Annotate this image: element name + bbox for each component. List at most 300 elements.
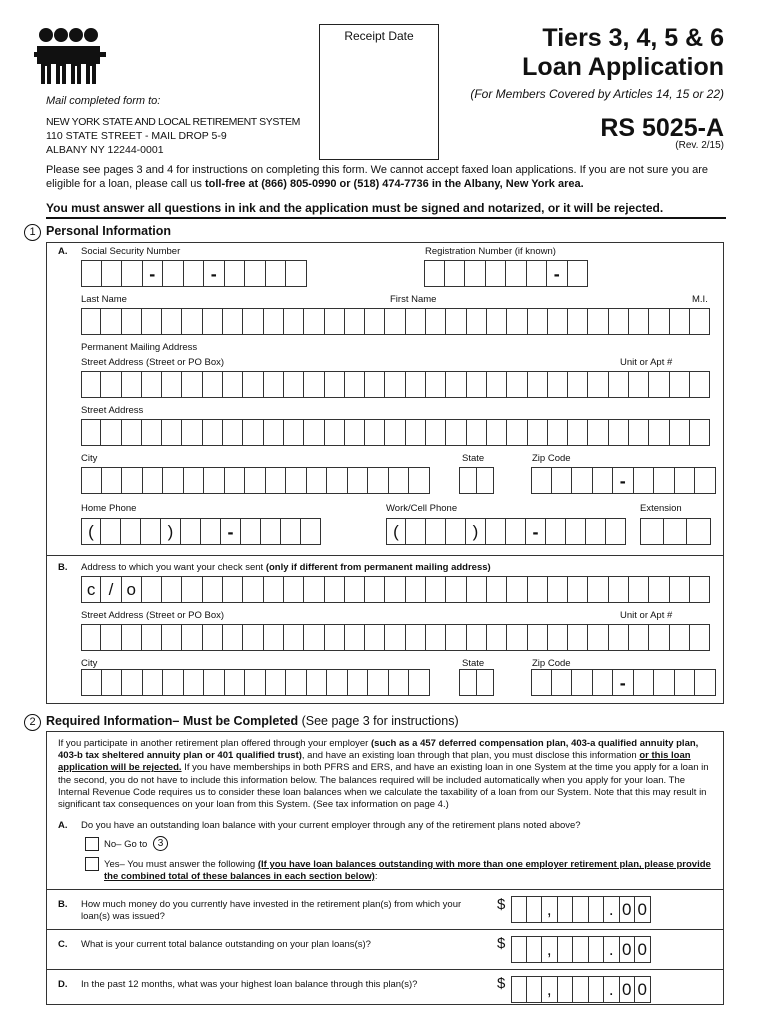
input-cell[interactable]: . [604,936,620,963]
input-cell[interactable]: 0 [620,976,636,1003]
check-state-input[interactable] [459,669,494,696]
input-cell[interactable] [424,260,445,287]
input-cell[interactable] [163,467,184,494]
input-cell[interactable] [593,669,614,696]
input-cell[interactable] [325,308,345,335]
input-cell[interactable] [695,467,716,494]
input-cell[interactable] [528,576,548,603]
input-cell[interactable] [101,518,121,545]
input-cell[interactable]: o [122,576,142,603]
input-cell[interactable] [588,371,608,398]
input-cell[interactable] [304,371,324,398]
input-cell[interactable] [409,669,430,696]
input-cell[interactable] [243,624,263,651]
input-cell[interactable] [609,419,629,446]
input-cell[interactable] [640,518,664,545]
input-cell[interactable] [385,419,405,446]
input-cell[interactable] [182,308,202,335]
input-cell[interactable] [184,467,205,494]
input-cell[interactable]: , [542,936,558,963]
input-cell[interactable] [245,669,266,696]
input-cell[interactable] [459,467,477,494]
input-cell[interactable] [162,371,182,398]
input-cell[interactable] [163,669,184,696]
input-cell[interactable] [223,371,243,398]
input-cell[interactable] [345,308,365,335]
input-cell[interactable] [548,371,568,398]
input-cell[interactable] [552,467,573,494]
input-cell[interactable] [327,467,348,494]
input-cell[interactable] [609,371,629,398]
input-cell[interactable] [548,308,568,335]
input-cell[interactable]: . [604,896,620,923]
input-cell[interactable] [507,371,527,398]
input-cell[interactable] [546,518,566,545]
no-checkbox[interactable] [85,837,99,851]
input-cell[interactable] [445,260,466,287]
check-street-input[interactable] [81,624,710,651]
input-cell[interactable] [385,308,405,335]
input-cell[interactable] [446,518,466,545]
input-cell[interactable] [446,624,466,651]
input-cell[interactable] [284,576,304,603]
input-cell[interactable] [477,669,495,696]
input-cell[interactable] [629,624,649,651]
city-input[interactable] [81,467,430,494]
input-cell[interactable] [223,624,243,651]
input-cell[interactable] [695,669,716,696]
input-cell[interactable] [81,371,101,398]
input-cell[interactable] [467,308,487,335]
input-cell[interactable] [307,467,328,494]
input-cell[interactable] [406,308,426,335]
input-cell[interactable] [284,624,304,651]
input-cell[interactable] [465,260,486,287]
input-cell[interactable] [511,896,527,923]
input-cell[interactable] [225,260,246,287]
input-cell[interactable] [507,576,527,603]
input-cell[interactable] [670,576,690,603]
input-cell[interactable] [385,371,405,398]
input-cell[interactable] [101,308,121,335]
input-cell[interactable] [365,419,385,446]
input-cell[interactable] [143,669,164,696]
input-cell[interactable] [304,419,324,446]
input-cell[interactable] [649,624,669,651]
input-cell[interactable] [558,896,574,923]
input-cell[interactable] [649,419,669,446]
input-cell[interactable] [102,669,123,696]
input-cell[interactable] [204,669,225,696]
input-cell[interactable] [142,624,162,651]
input-cell[interactable] [568,371,588,398]
input-cell[interactable] [654,467,675,494]
input-cell[interactable] [446,308,466,335]
input-cell[interactable]: ( [81,518,101,545]
input-cell[interactable] [225,669,246,696]
input-cell[interactable]: . [604,976,620,1003]
name-input[interactable] [81,308,710,335]
input-cell[interactable] [286,467,307,494]
input-cell[interactable] [203,308,223,335]
input-cell[interactable] [589,936,605,963]
check-address-input[interactable] [81,576,710,603]
input-cell[interactable] [406,371,426,398]
input-cell[interactable] [181,518,201,545]
highest-amount-input[interactable] [511,976,651,1003]
input-cell[interactable] [426,624,446,651]
input-cell[interactable] [281,518,301,545]
input-cell[interactable] [467,371,487,398]
input-cell[interactable] [426,576,446,603]
input-cell[interactable] [345,371,365,398]
input-cell[interactable] [609,624,629,651]
input-cell[interactable] [634,669,655,696]
input-cell[interactable] [142,371,162,398]
input-cell[interactable] [477,467,495,494]
input-cell[interactable] [606,518,626,545]
input-cell[interactable] [527,896,543,923]
input-cell[interactable] [531,669,552,696]
input-cell[interactable]: - [204,260,225,287]
input-cell[interactable] [670,624,690,651]
input-cell[interactable] [365,371,385,398]
input-cell[interactable] [365,576,385,603]
input-cell[interactable] [81,624,101,651]
input-cell[interactable]: - [143,260,164,287]
input-cell[interactable]: ) [466,518,486,545]
input-cell[interactable] [586,518,606,545]
input-cell[interactable] [101,624,121,651]
input-cell[interactable]: c [81,576,101,603]
input-cell[interactable] [264,371,284,398]
input-cell[interactable] [348,669,369,696]
input-cell[interactable] [223,576,243,603]
input-cell[interactable] [121,518,141,545]
input-cell[interactable] [266,467,287,494]
input-cell[interactable] [325,371,345,398]
input-cell[interactable]: 0 [620,896,636,923]
input-cell[interactable] [368,669,389,696]
input-cell[interactable] [102,467,123,494]
input-cell[interactable]: 0 [620,936,636,963]
input-cell[interactable] [548,576,568,603]
input-cell[interactable] [649,576,669,603]
input-cell[interactable] [548,419,568,446]
input-cell[interactable] [327,669,348,696]
input-cell[interactable] [528,419,548,446]
input-cell[interactable] [203,371,223,398]
input-cell[interactable] [573,896,589,923]
input-cell[interactable] [204,467,225,494]
input-cell[interactable] [307,669,328,696]
balance-amount-input[interactable] [511,936,651,963]
input-cell[interactable] [609,576,629,603]
extension-input[interactable] [640,518,711,545]
input-cell[interactable] [102,260,123,287]
input-cell[interactable] [446,371,466,398]
input-cell[interactable] [507,419,527,446]
input-cell[interactable] [182,576,202,603]
input-cell[interactable] [690,419,710,446]
input-cell[interactable] [670,371,690,398]
input-cell[interactable] [304,308,324,335]
input-cell[interactable] [459,669,477,696]
check-city-input[interactable] [81,669,430,696]
input-cell[interactable] [548,624,568,651]
input-cell[interactable]: - [613,467,634,494]
input-cell[interactable] [243,419,263,446]
input-cell[interactable] [368,467,389,494]
input-cell[interactable] [81,669,102,696]
input-cell[interactable] [243,308,263,335]
input-cell[interactable] [664,518,688,545]
input-cell[interactable] [389,467,410,494]
street-address-input[interactable] [81,371,710,398]
input-cell[interactable]: ) [161,518,181,545]
input-cell[interactable] [629,308,649,335]
input-cell[interactable] [81,467,102,494]
input-cell[interactable] [528,371,548,398]
input-cell[interactable] [528,308,548,335]
input-cell[interactable] [122,624,142,651]
input-cell[interactable] [506,518,526,545]
input-cell[interactable] [261,518,281,545]
input-cell[interactable] [385,576,405,603]
input-cell[interactable] [511,976,527,1003]
input-cell[interactable] [266,260,287,287]
input-cell[interactable] [345,576,365,603]
input-cell[interactable] [558,936,574,963]
input-cell[interactable]: , [542,896,558,923]
input-cell[interactable] [101,371,121,398]
input-cell[interactable] [81,419,101,446]
check-zip-input[interactable] [531,669,716,696]
input-cell[interactable] [609,308,629,335]
input-cell[interactable] [162,419,182,446]
input-cell[interactable]: - [221,518,241,545]
input-cell[interactable] [182,624,202,651]
input-cell[interactable] [649,308,669,335]
input-cell[interactable] [201,518,221,545]
input-cell[interactable] [531,467,552,494]
input-cell[interactable]: / [101,576,121,603]
input-cell[interactable] [589,976,605,1003]
input-cell[interactable] [552,669,573,696]
input-cell[interactable] [122,419,142,446]
input-cell[interactable] [629,371,649,398]
input-cell[interactable] [634,467,655,494]
input-cell[interactable] [301,518,321,545]
input-cell[interactable] [162,624,182,651]
input-cell[interactable] [426,518,446,545]
input-cell[interactable] [467,576,487,603]
input-cell[interactable] [245,467,266,494]
input-cell[interactable] [245,260,266,287]
input-cell[interactable] [142,308,162,335]
input-cell[interactable] [406,624,426,651]
input-cell[interactable] [203,576,223,603]
input-cell[interactable] [223,419,243,446]
input-cell[interactable] [588,624,608,651]
input-cell[interactable] [588,576,608,603]
input-cell[interactable]: - [613,669,634,696]
input-cell[interactable] [589,896,605,923]
input-cell[interactable] [266,669,287,696]
input-cell[interactable] [142,576,162,603]
input-cell[interactable] [506,260,527,287]
input-cell[interactable] [654,669,675,696]
input-cell[interactable] [225,467,246,494]
input-cell[interactable] [304,624,324,651]
input-cell[interactable] [385,624,405,651]
input-cell[interactable] [568,419,588,446]
input-cell[interactable] [572,669,593,696]
yes-checkbox[interactable] [85,857,99,871]
input-cell[interactable]: - [526,518,546,545]
input-cell[interactable]: 0 [635,936,651,963]
input-cell[interactable] [365,624,385,651]
input-cell[interactable] [223,308,243,335]
input-cell[interactable] [142,419,162,446]
ssn-input[interactable] [81,260,307,287]
input-cell[interactable] [203,624,223,651]
input-cell[interactable] [284,371,304,398]
input-cell[interactable] [184,260,205,287]
input-cell[interactable] [528,624,548,651]
input-cell[interactable] [629,419,649,446]
input-cell[interactable] [527,260,548,287]
input-cell[interactable] [568,576,588,603]
input-cell[interactable]: ( [386,518,406,545]
input-cell[interactable] [487,624,507,651]
input-cell[interactable] [122,260,143,287]
input-cell[interactable] [243,371,263,398]
input-cell[interactable] [486,260,507,287]
input-cell[interactable] [264,308,284,335]
work-phone-input[interactable] [386,518,626,545]
input-cell[interactable] [487,419,507,446]
input-cell[interactable]: 0 [635,896,651,923]
input-cell[interactable] [409,467,430,494]
input-cell[interactable]: 0 [635,976,651,1003]
input-cell[interactable] [675,467,696,494]
input-cell[interactable] [325,419,345,446]
input-cell[interactable] [304,576,324,603]
input-cell[interactable] [690,624,710,651]
input-cell[interactable] [243,576,263,603]
input-cell[interactable] [690,371,710,398]
invested-amount-input[interactable] [511,896,651,923]
registration-input[interactable] [424,260,588,287]
input-cell[interactable] [426,419,446,446]
input-cell[interactable] [487,308,507,335]
input-cell[interactable] [122,371,142,398]
input-cell[interactable] [241,518,261,545]
input-cell[interactable] [286,260,307,287]
input-cell[interactable] [406,576,426,603]
input-cell[interactable] [101,419,121,446]
input-cell[interactable] [122,308,142,335]
input-cell[interactable] [141,518,161,545]
input-cell[interactable] [325,624,345,651]
input-cell[interactable] [345,419,365,446]
input-cell[interactable] [446,576,466,603]
input-cell[interactable] [122,467,143,494]
input-cell[interactable] [690,308,710,335]
input-cell[interactable] [511,936,527,963]
input-cell[interactable] [162,308,182,335]
input-cell[interactable] [325,576,345,603]
input-cell[interactable] [122,669,143,696]
input-cell[interactable] [365,308,385,335]
input-cell[interactable] [588,419,608,446]
input-cell[interactable] [572,467,593,494]
input-cell[interactable] [203,419,223,446]
input-cell[interactable] [568,260,589,287]
input-cell[interactable]: , [542,976,558,1003]
home-phone-input[interactable] [81,518,321,545]
input-cell[interactable] [649,371,669,398]
state-input[interactable] [459,467,494,494]
input-cell[interactable] [573,936,589,963]
input-cell[interactable] [487,371,507,398]
input-cell[interactable] [573,976,589,1003]
input-cell[interactable] [629,576,649,603]
input-cell[interactable] [162,576,182,603]
zip-input[interactable] [531,467,716,494]
input-cell[interactable] [182,371,202,398]
input-cell[interactable] [568,624,588,651]
input-cell[interactable] [568,308,588,335]
input-cell[interactable] [446,419,466,446]
street-address-2-input[interactable] [81,419,710,446]
input-cell[interactable] [593,467,614,494]
input-cell[interactable] [588,308,608,335]
input-cell[interactable] [389,669,410,696]
input-cell[interactable] [670,308,690,335]
input-cell[interactable] [264,419,284,446]
input-cell[interactable] [81,260,102,287]
input-cell[interactable]: - [547,260,568,287]
input-cell[interactable] [670,419,690,446]
input-cell[interactable] [163,260,184,287]
input-cell[interactable] [487,576,507,603]
input-cell[interactable] [690,576,710,603]
input-cell[interactable] [507,308,527,335]
input-cell[interactable] [687,518,711,545]
input-cell[interactable] [284,308,304,335]
input-cell[interactable] [566,518,586,545]
input-cell[interactable] [467,419,487,446]
input-cell[interactable] [527,936,543,963]
input-cell[interactable] [426,371,446,398]
input-cell[interactable] [406,518,426,545]
input-cell[interactable] [81,308,101,335]
input-cell[interactable] [264,576,284,603]
input-cell[interactable] [675,669,696,696]
input-cell[interactable] [426,308,446,335]
input-cell[interactable] [406,419,426,446]
input-cell[interactable] [558,976,574,1003]
input-cell[interactable] [467,624,487,651]
input-cell[interactable] [284,419,304,446]
input-cell[interactable] [184,669,205,696]
input-cell[interactable] [143,467,164,494]
input-cell[interactable] [507,624,527,651]
input-cell[interactable] [182,419,202,446]
input-cell[interactable] [486,518,506,545]
